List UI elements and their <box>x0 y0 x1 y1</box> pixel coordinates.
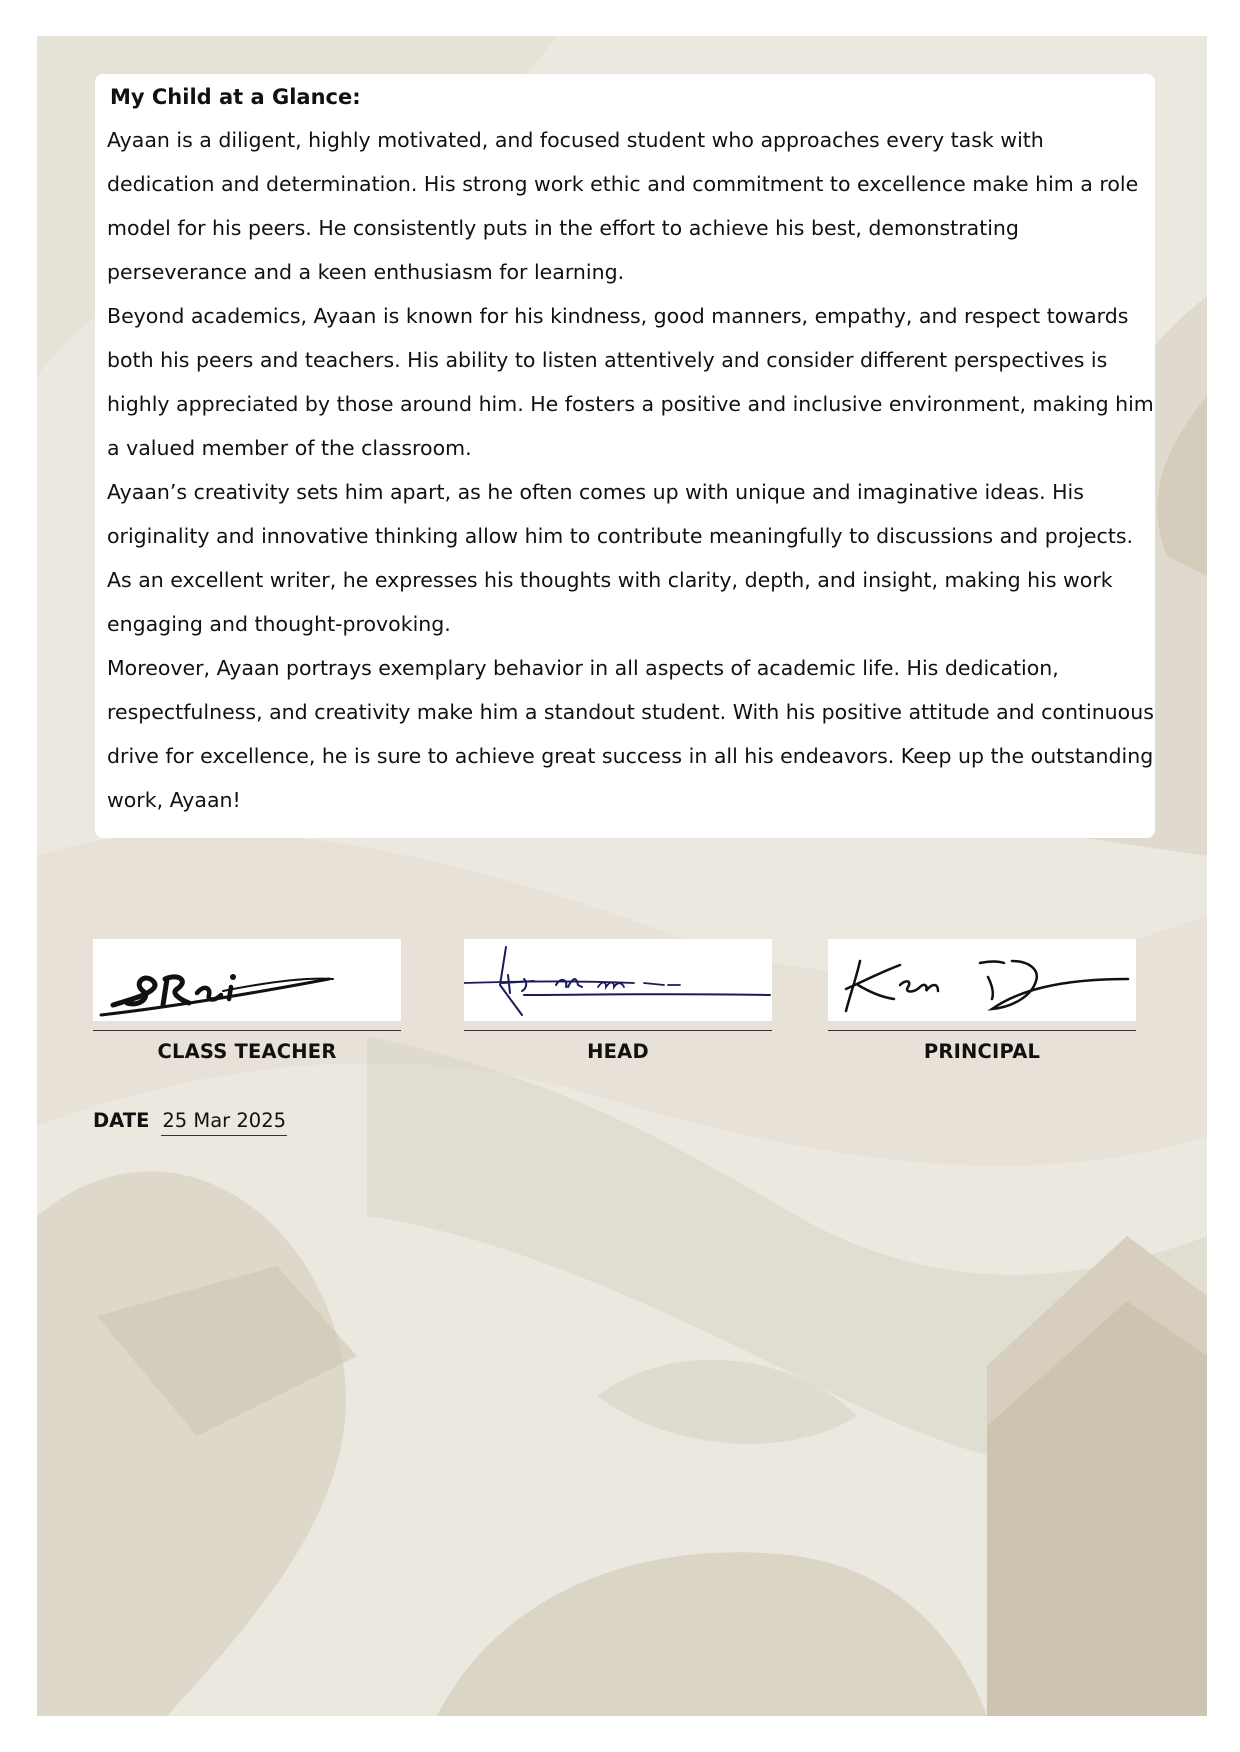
glance-paragraph-3: Ayaan’s creativity sets him apart, as he often comes up with unique and imaginative ideas. His originality and innovative thinking allow him to contribute meaningfully to discussions and projects. As an excellent writer, he expresses his thoughts with clarity, depth, and insight, making his work engaging and thought-provoking. <box>107 480 1134 636</box>
principal-signature-line <box>828 1030 1136 1031</box>
glance-heading: My Child at a Glance: <box>110 85 361 109</box>
glance-paragraph-2: Beyond academics, Ayaan is known for his kindness, good manners, empathy, and respect towards both his peers and teachers. His ability to listen attentively and consider different perspectives is highly appreciated by those around him. He fosters a positive and inclusive environment, making him a valued member of the classroom. <box>107 304 1154 460</box>
date-value: 25 Mar 2025 <box>161 1109 287 1136</box>
my-child-at-a-glance-card <box>95 74 1155 838</box>
class-teacher-signature <box>93 939 401 1021</box>
date-row <box>93 1109 287 1136</box>
head-signature-line <box>464 1030 772 1031</box>
class-teacher-signature-block <box>93 939 401 1063</box>
glance-paragraph-1: Ayaan is a diligent, highly motivated, and focused student who approaches every task with dedication and determination. His strong work ethic and commitment to excellence make him a role model for his peers. He consistently puts in the effort to achieve his best, demonstrating perseverance and a keen enthusiasm for learning. <box>107 128 1139 284</box>
class-teacher-label: CLASS TEACHER <box>157 1040 337 1063</box>
head-signature <box>464 939 772 1021</box>
class-teacher-signature-line <box>93 1030 401 1031</box>
principal-label: PRINCIPAL <box>923 1040 1041 1063</box>
date-label: DATE <box>93 1109 150 1132</box>
principal-signature-block <box>828 939 1136 1063</box>
glance-paragraph-4: Moreover, Ayaan portrays exemplary behavior in all aspects of academic life. His dedication, respectfulness, and creativity make him a standout student. With his positive attitude and continuous drive for excellence, he is sure to achieve great success in all his endeavors. Keep up the outstanding work, Ayaan! <box>107 656 1154 812</box>
principal-signature <box>828 939 1136 1021</box>
head-signature-block <box>464 939 772 1063</box>
head-label: HEAD <box>587 1040 649 1063</box>
report-page <box>37 36 1207 1716</box>
